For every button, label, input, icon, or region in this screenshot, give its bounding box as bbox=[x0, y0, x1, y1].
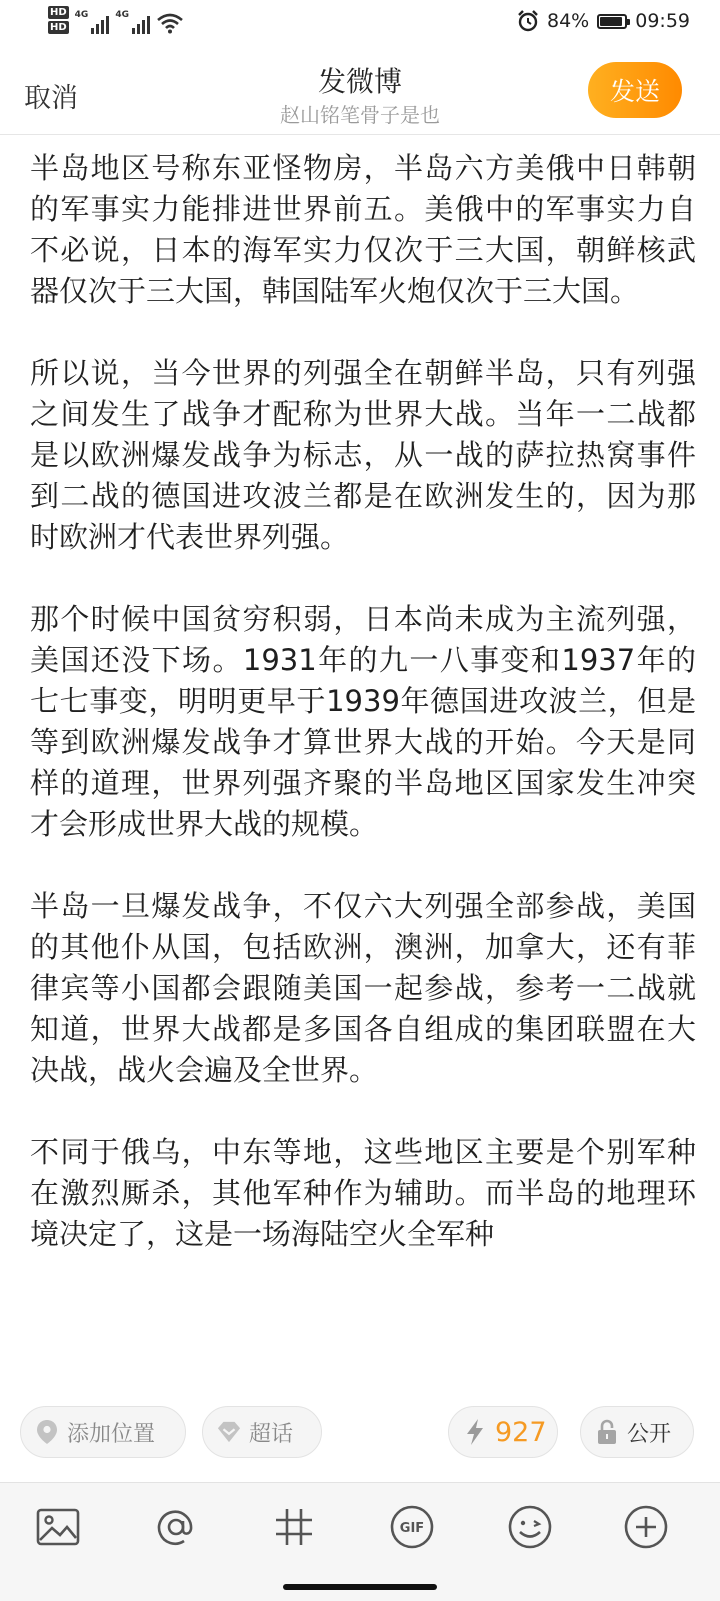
compose-options-row bbox=[0, 1406, 720, 1466]
clock: 09:59 bbox=[635, 10, 690, 32]
post-paragraph: 半岛一旦爆发战争，不仅六大列强全部参战，美国的其他仆从国，包括欧洲，澳洲，加拿大，还有菲律宾等小国都会跟随美国一起参战，参考一二战就知道，世界大战都是多国各自组成的集团联盟在大决战，战火会遍及全世界。 bbox=[30, 889, 696, 1087]
status-bar bbox=[0, 0, 720, 48]
word-count: 927 bbox=[495, 1416, 547, 1448]
account-name: 赵山铭笔骨子是也 bbox=[280, 103, 440, 127]
hashtag-icon[interactable] bbox=[270, 1503, 318, 1551]
home-indicator[interactable] bbox=[283, 1584, 437, 1590]
4g-signal-icon-2 bbox=[115, 10, 150, 34]
emoji-icon[interactable] bbox=[506, 1503, 554, 1551]
hd-label: HD bbox=[50, 7, 67, 18]
mention-icon[interactable] bbox=[152, 1503, 200, 1551]
network-label-2: 4G bbox=[115, 10, 129, 20]
post-paragraph: 所以说，当今世界的列强全在朝鲜半岛，只有列强之间发生了战争才配称为世界大战。当年一二战都是以欧洲爆发战争为标志，从一战的萨拉热窝事件到二战的德国进攻波兰都是在欧洲发生的，因为那时欧洲才代表世界列强。 bbox=[30, 356, 696, 554]
post-paragraph: 不同于俄乌，中东等地，这些地区主要是个别军种在激烈厮杀，其他军种作为辅助。而半岛的地理环境决定了，这是一场海陆空火全军种 bbox=[30, 1135, 696, 1251]
battery-percent: 84% bbox=[547, 10, 590, 32]
lock-icon bbox=[595, 1420, 619, 1444]
visibility-label: 公开 bbox=[627, 1421, 672, 1447]
add-location-label: 添加位置 bbox=[67, 1421, 156, 1447]
add-icon[interactable] bbox=[622, 1503, 670, 1551]
post-paragraph: 那个时候中国贫穷积弱，日本尚未成为主流列强，美国还没下场。1931年的九一八事变和1937年的七七事变，明明更早于1939年德国进攻波兰，但是等到欧洲爆发战争才算世界大战的开始。今天是同样的道理，世界列强齐聚的半岛地区国家发生冲突才会形成世界大战的规模。 bbox=[30, 602, 696, 841]
4g-signal-icon bbox=[75, 10, 110, 34]
wifi-icon bbox=[156, 12, 184, 34]
word-count-chip[interactable] bbox=[448, 1406, 558, 1458]
lightning-icon bbox=[463, 1420, 487, 1444]
post-text-area[interactable] bbox=[30, 148, 696, 1400]
supertopic-chip[interactable] bbox=[202, 1406, 322, 1458]
gif-icon-label: GIF bbox=[399, 1521, 425, 1536]
post-paragraph: 半岛地区号称东亚怪物房，半岛六方美俄中日韩朝的军事实力能排进世界前五。美俄中的军事实力自不必说，日本的海军实力仅次于三大国，朝鲜核武器仅次于三大国，韩国陆军火炮仅次于三大国。 bbox=[30, 151, 696, 308]
network-label: 4G bbox=[74, 10, 89, 20]
supertopic-label: 超话 bbox=[249, 1421, 294, 1447]
alarm-icon bbox=[517, 10, 539, 32]
send-button[interactable]: 发送 bbox=[588, 62, 682, 118]
status-left bbox=[48, 6, 184, 34]
hd-label-2: HD bbox=[50, 22, 67, 33]
battery-icon bbox=[597, 14, 627, 29]
gif-icon[interactable] bbox=[388, 1503, 436, 1551]
cancel-button[interactable]: 取消 bbox=[24, 76, 78, 115]
hd-badge bbox=[48, 6, 69, 34]
location-pin-icon bbox=[35, 1420, 59, 1444]
page-title: 发微博 bbox=[317, 65, 402, 98]
image-icon[interactable] bbox=[34, 1503, 82, 1551]
supertopic-icon bbox=[217, 1420, 241, 1444]
visibility-chip[interactable] bbox=[580, 1406, 694, 1458]
status-right bbox=[517, 10, 690, 32]
compose-header bbox=[0, 48, 720, 135]
add-location-chip[interactable] bbox=[20, 1406, 186, 1458]
